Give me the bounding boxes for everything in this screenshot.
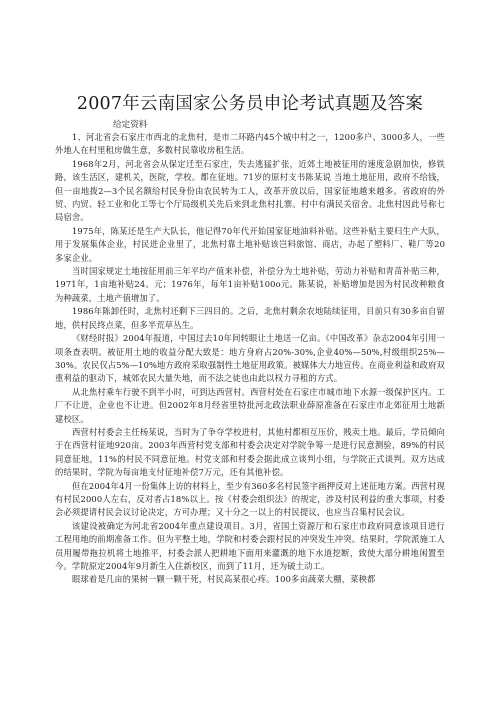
document-title: 2007年云南国家公务员申论考试真题及答案 <box>76 94 424 114</box>
paragraph: 该建设被确定为河北省2004年重点建设项目。3月，省国土资源厅和石家庄市政府同意该项目进行工程用地的前期准备工作。但为平整土地，学院和村委会跟村民的冲突发生冲突。结果时，学院派施工人员用履带拖拉机将土地推平，村委会派人把耕地下面用来灌溉的地下水道挖断，致使大部分耕地闲置至今。学院原定2004年9月新生入住新校区，而到了11月，还为破土动工。 <box>55 520 445 571</box>
paragraph: 当时国家规定土地按征用前三年平均产值来补偿，补偿分为土地补贴，劳动力补贴和青苗补贴三种，1971年，1亩地补贴24。元；1976年，每年1亩补贴100o元。陈某说，补贴增加是因为村民改种粮食为种蔬菜，土地产值增加了。 <box>55 266 445 303</box>
section-label: 给定资料 <box>113 120 148 130</box>
paragraph: 西营村村委会主任杨某说，当时为了争夺学校进村，其他村都相互压价，贱卖土地。最后，学员倾向于在西营村征地920亩。2003年西营村党支部和村委会决定对学院争筹一是进行民意测验，89%的村民同意征地，11%的村民不同意征地。村党支部和村委会据此成立谈判小组，与学院正式谈判。双方达成的结果时，学院为每亩地支付征地补偿7万元，还有其他补偿。 <box>55 426 445 478</box>
paragraph: 1986年陈卸任时，北焦村还剩下三四目的。之后，北焦村剩余农地陆续征用，目前只有30多亩自留地，供村民终点菜，但多半荒草丛生。 <box>55 306 445 330</box>
paragraph: 但在2004年4月一份集体上访的材料上，至少有360多名村民签字画押反对上述征地方案。西营村现有村民2000人左右，反对者占18%以上。按《村委会组织法》的规定，涉及村民利益的重大事项，村委会必须提请村民会议讨论决定，方可办理；又十分之一以上的村民提议，也应当召集村民会议。 <box>55 480 445 518</box>
paragraph: 眼球着是几亩的果树一颗一颗干死，村民高某很心疼。100多亩蔬菜大棚，菜秧都 <box>72 574 376 585</box>
paragraph: 从北焦村乘车行驶不到半小时，可到达西营村。西营村处在石家庄市城市地下水源一级保护区内。工厂不让进，企业也不让进。但2002年8月经省里特批河北政法职业薛原准备在石家庄市北郊征用土地新建校区。 <box>55 386 445 424</box>
body-text <box>55 131 445 587</box>
paragraph: 《财经时报》2004年报道，中国过去10年间转眼让土地送一亿亩。《中国改革》杂志2004年引用一项条查表明。被征用土地的收益分配大致是：地方身府占20%-30%,企业40%—50%,村级组织25%—30%。农民仅占5%—10%地方政府采取强制性土地征用政策。被媒体大力地宣传。在商业利益和政府双重利益的驱动下，城郊农民大量失地，而不法之徒也由此以权力寻租的方式。 <box>55 333 445 384</box>
paragraph: 1968年2月，河北省会从保定迁至石家庄，失去逃猛扩张，近郊土地被征用的速度急剧加快，修铁路，该生活区，建机关，医院，学校。都在征地。71岁的原村支书陈某说 当地土地征用，政府不给钱，但一亩地拨2—3个民名额给村民身份由农民转为工人，改革开放以后，国家征地越来越多。省政府的外贸、内贸、轻工业和化工等七个厅局级机关先后来到北焦村扎寨。村中有满民关宿舍。北焦村因此号称七局宿舍。 <box>55 158 445 223</box>
paragraph: 1、河北省会石家庄市西北的北焦村，是市二环路内45个城中村之一，1200多户、3000多人，一些外地人在村里租房做生意，多数村民靠收房租生活。 <box>55 132 445 156</box>
paragraph: 1975年，陈某还是生产大队长，他记得70年代开始国家征地油料补贴。这些补贴主要归生产大队，用于发展集体企业，村民进企业里了，北焦村靠土地补贴该岂料旅馆、商店，办起了塑料厂、鞋厂等20多家企业。 <box>55 225 445 263</box>
